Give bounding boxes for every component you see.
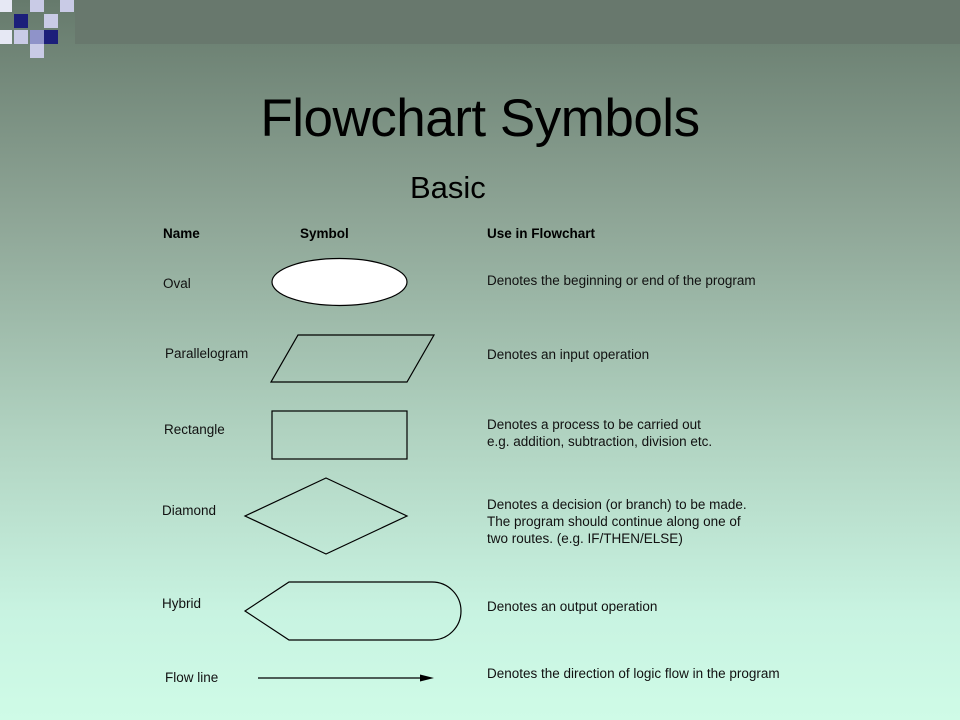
row-use-diamond [487, 496, 747, 547]
parallelogram-icon [271, 335, 434, 382]
use-line: Denotes the direction of logic flow in the program [487, 666, 780, 681]
use-line: Denotes a process to be carried out [487, 417, 701, 432]
header-use: Use in Flowchart [487, 226, 596, 241]
row-name-oval: Oval [163, 276, 191, 291]
hybrid-icon [245, 582, 461, 640]
use-line: Denotes an input operation [487, 347, 650, 362]
use-line: Denotes the beginning or end of the program [487, 273, 756, 288]
row-use-rectangle [487, 416, 712, 450]
diamond-icon [245, 478, 407, 554]
page-subtitle: Basic [410, 170, 486, 205]
arrow-icon [420, 675, 434, 682]
page-title: Flowchart Symbols [260, 89, 700, 148]
row-use-parallelogram [487, 346, 649, 363]
row-name-hybrid: Hybrid [162, 596, 202, 611]
use-line: The program should continue along one of [487, 514, 741, 529]
row-name-diamond: Diamond [162, 503, 217, 518]
header-symbol: Symbol [300, 226, 349, 241]
row-name-flow-line: Flow line [165, 670, 219, 685]
header-name: Name [163, 226, 200, 241]
row-name-rectangle: Rectangle [164, 422, 225, 437]
oval-icon [272, 259, 407, 306]
rectangle-icon [272, 411, 407, 459]
use-line: e.g. addition, subtraction, division etc. [487, 434, 713, 449]
use-line: Denotes an output operation [487, 599, 658, 614]
row-use-oval [487, 272, 756, 289]
row-use-flow-line [487, 665, 780, 682]
row-use-hybrid [487, 598, 657, 615]
use-line: Denotes a decision (or branch) to be made. [487, 497, 747, 512]
row-name-parallelogram: Parallelogram [165, 346, 249, 361]
use-line: two routes. (e.g. IF/THEN/ELSE) [487, 531, 683, 546]
